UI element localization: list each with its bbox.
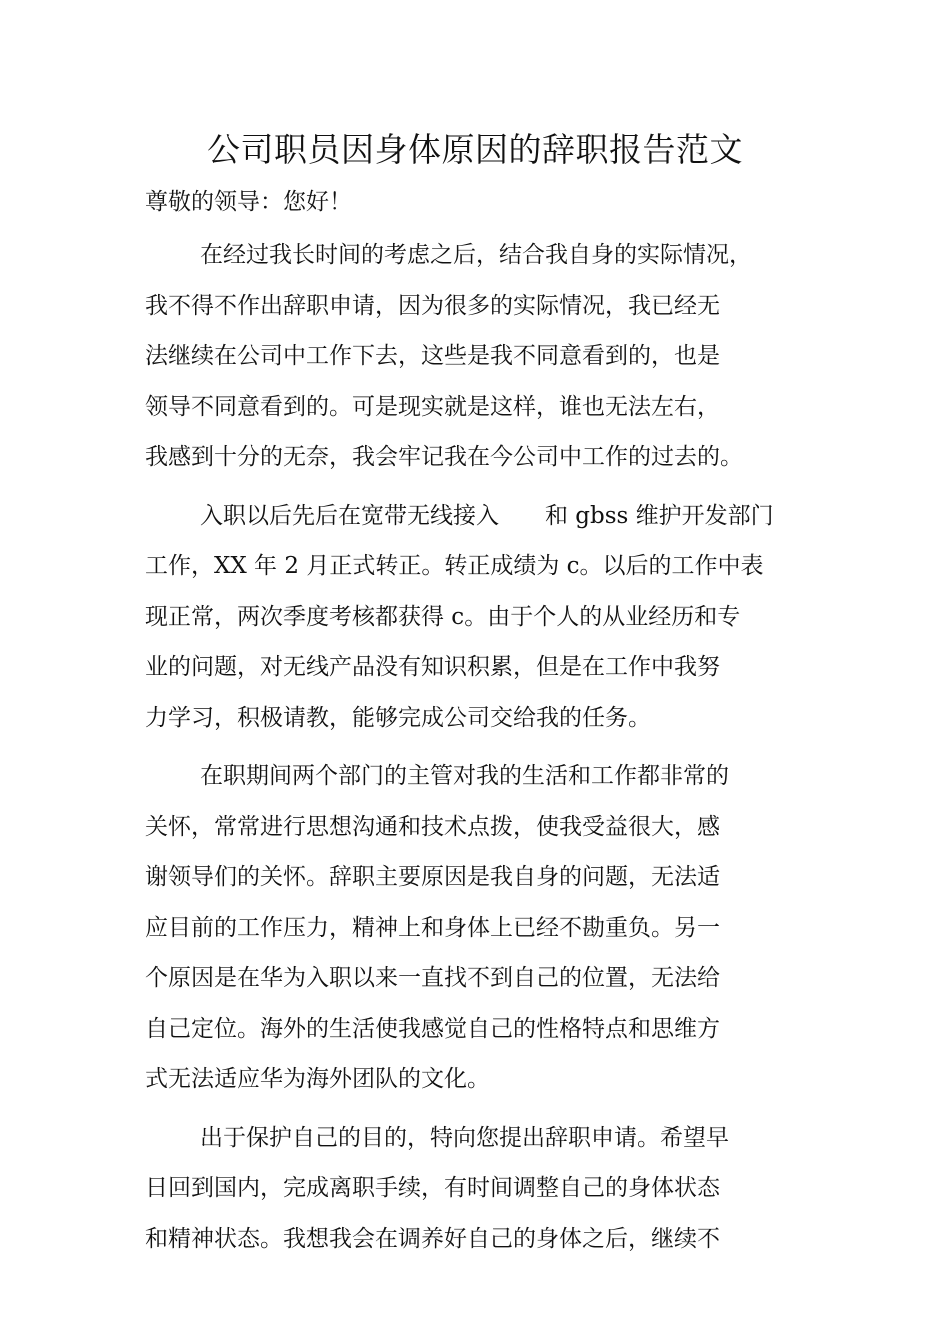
paragraph-line: 应目前的工作压力，精神上和身体上已经不勘重负。另一: [145, 914, 720, 941]
paragraph-line: 自己定位。海外的生活使我感觉自己的性格特点和思维方: [145, 1015, 720, 1042]
paragraph-line: 式无法适应华为海外团队的文化。: [145, 1066, 490, 1092]
paragraph-line: 我感到十分的无奈，我会牢记我在今公司中工作的过去的。: [145, 444, 743, 470]
paragraph-line: 我不得不作出辞职申请，因为很多的实际情况，我已经无: [145, 292, 720, 319]
paragraph-4: [145, 1113, 835, 1265]
paragraph-line: 关怀，常常进行思想沟通和技术点拨，使我受益很大，感: [145, 813, 720, 840]
paragraph-2: [145, 491, 835, 744]
document-body: [145, 182, 835, 1264]
paragraph-line: 在职期间两个部门的主管对我的生活和工作都非常的: [200, 763, 729, 789]
paragraph-line: 日回到国内，完成离职手续，有时间调整自己的身体状态: [145, 1175, 720, 1201]
paragraph-line: 出于保护自己的目的，特向您提出辞职申请。希望早: [200, 1124, 729, 1151]
paragraph-line: 法继续在公司中工作下去，这些是我不同意看到的，也是: [145, 343, 720, 369]
paragraph-line: 业的问题，对无线产品没有知识积累，但是在工作中我努: [145, 654, 720, 680]
paragraph-line: 和精神状态。我想我会在调养好自己的身体之后，继续不: [145, 1225, 720, 1252]
paragraph-line: 入职以后先后在宽带无线接入 和 gbss 维护开发部门: [200, 502, 774, 529]
paragraph-line: 在经过我长时间的考虑之后，结合我自身的实际情况，: [200, 242, 752, 268]
paragraph-1: [145, 230, 835, 483]
paragraph-line: 个原因是在华为入职以来一直找不到自己的位置，无法给: [145, 965, 720, 991]
paragraph-line: 力学习，积极请教，能够完成公司交给我的任务。: [145, 704, 651, 731]
paragraph-line: 谢领导们的关怀。辞职主要原因是我自身的问题，无法适: [145, 864, 720, 890]
paragraph-line: 现正常，两次季度考核都获得 c。由于个人的从业经历和专: [145, 603, 741, 630]
document-title: 公司职员因身体原因的辞职报告范文: [207, 130, 743, 169]
paragraph-3: [145, 751, 835, 1105]
salutation: 尊敬的领导：您好！: [145, 189, 352, 215]
paragraph-line: 工作，XX 年 2 月正式转正。转正成绩为 c。以后的工作中表: [145, 553, 764, 579]
paragraph-line: 领导不同意看到的。可是现实就是这样，谁也无法左右，: [145, 393, 720, 420]
